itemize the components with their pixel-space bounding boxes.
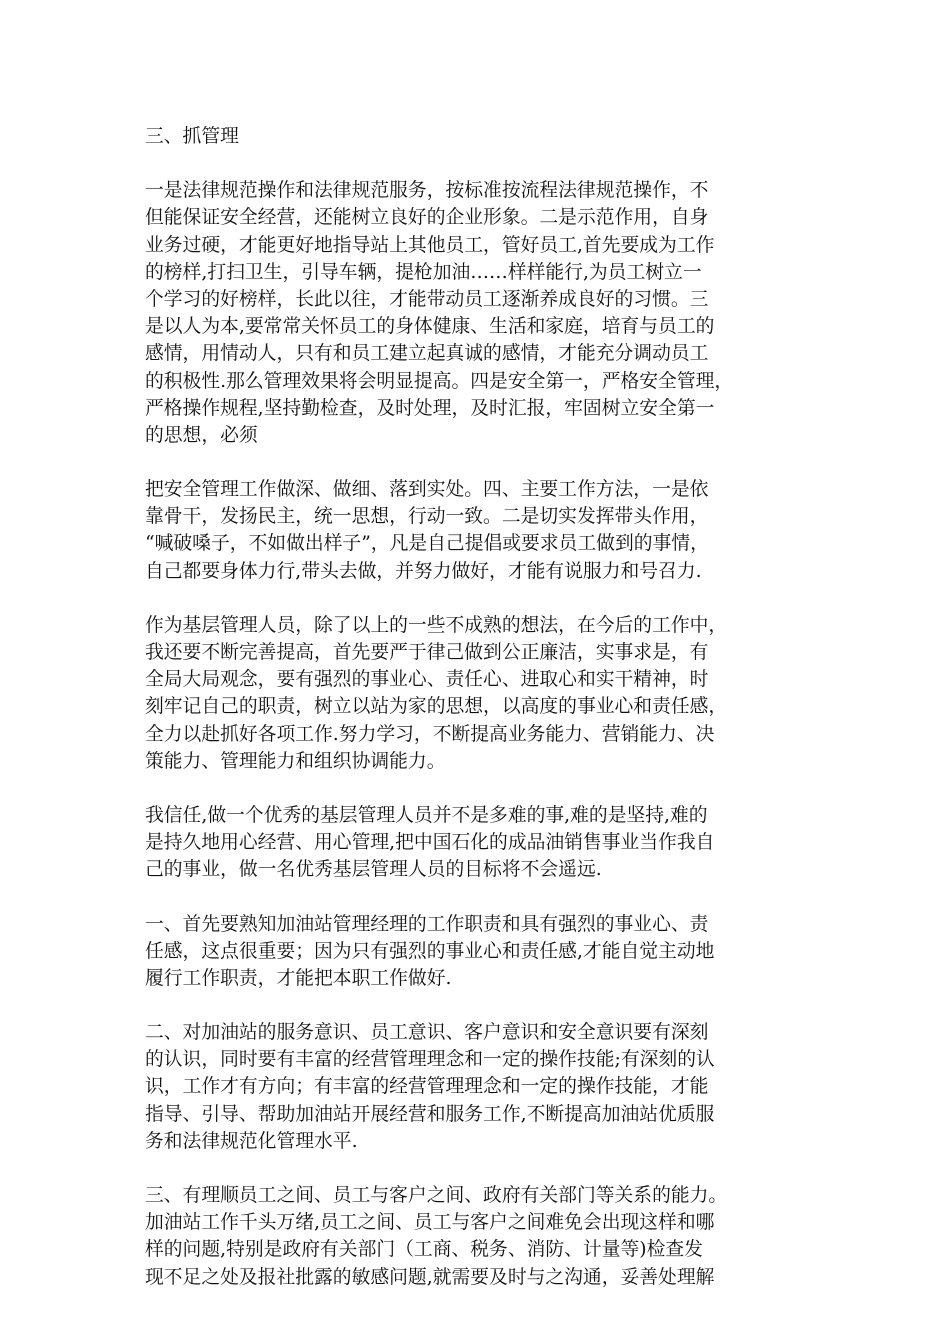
paragraph-line: 加油站工作千头万绪,员工之间、员工与客户之间难免会出现这样和哪	[145, 1212, 715, 1234]
document-page	[145, 123, 811, 1318]
paragraph-line: 的积极性.那么管理效果将会明显提高。四是安全第一，严格安全管理，	[145, 370, 734, 392]
paragraph	[145, 476, 811, 585]
paragraph-line: 任感，这点很重要；因为只有强烈的事业心和责任感,才能自觉主动地	[145, 940, 715, 962]
paragraph	[145, 1019, 811, 1155]
paragraph-line: 我还要不断完善提高，首先要严于律己做到公正廉洁，实事求是，有	[145, 642, 709, 664]
paragraph-line: 的榜样,打扫卫生，引导车辆，提枪加油……样样能行,为员工树立一	[145, 261, 702, 283]
paragraph	[145, 1182, 811, 1291]
paragraph-line: 把安全管理工作做深、做细、落到实处。四、主要工作方法，一是依	[145, 479, 709, 501]
paragraph-list	[145, 177, 811, 1291]
paragraph-line: 个学习的好榜样，长此以往，才能带动员工逐渐养成良好的习惯。三	[145, 288, 709, 310]
paragraph-line: 自己都要身体力行,带头去做，并努力做好，才能有说服力和号召力.	[145, 560, 702, 582]
paragraph-line: 识，工作才有方向；有丰富的经营管理理念和一定的操作技能，才能	[145, 1076, 709, 1098]
paragraph-line: “喊破嗓子，不如做出样子”，凡是自己提倡或要求员工做到的事情，	[145, 533, 709, 555]
paragraph-line: 的认识，同时要有丰富的经营管理理念和一定的操作技能;有深刻的认	[145, 1049, 715, 1071]
paragraph-line: 感情，用情动人，只有和员工建立起真诚的感情，才能充分调动员工	[145, 343, 709, 365]
paragraph-line: 全局大局观念，要有强烈的事业心、责任心、进取心和实干精神，时	[145, 669, 709, 691]
paragraph-line: 全力以赴抓好各项工作.努力学习，不断提高业务能力、营销能力、决	[145, 723, 715, 745]
paragraph	[145, 612, 811, 775]
paragraph-line: 己的事业，做一名优秀基层管理人员的目标将不会遥远.	[145, 859, 602, 881]
paragraph-line: 我信任,做一个优秀的基层管理人员并不是多难的事,难的是坚持,难的	[145, 804, 708, 826]
paragraph-line: 样的问题,特别是政府有关部门（工商、税务、消防、计量等)检查发	[145, 1239, 703, 1261]
paragraph-line: 现不足之处及报社批露的敏感问题,就需要及时与之沟通，妥善处理解	[145, 1266, 715, 1288]
paragraph-line: 履行工作职责，才能把本职工作做好.	[145, 967, 452, 989]
paragraph-line: 的思想，必须	[145, 424, 258, 446]
paragraph-line: 作为基层管理人员，除了以上的一些不成熟的想法，在今后的工作中，	[145, 614, 728, 636]
paragraph-line: 是以人为本,要常常关怀员工的身体健康、生活和家庭，培育与员工的	[145, 316, 715, 338]
paragraph-line: 指导、引导、帮助加油站开展经营和服务工作,不断提高加油站优质服	[145, 1103, 715, 1125]
paragraph-line: 二、对加油站的服务意识、员工意识、客户意识和安全意识要有深刻	[145, 1022, 709, 1044]
paragraph-line: 是持久地用心经营、用心管理,把中国石化的成品油销售事业当作我自	[145, 832, 715, 854]
paragraph-line: 一是法律规范操作和法律规范服务，按标准按流程法律规范操作，不	[145, 180, 709, 202]
paragraph-line: 策能力、管理能力和组织协调能力。	[145, 750, 446, 772]
paragraph-line: 严格操作规程,坚持勤检查，及时处理，及时汇报，牢固树立安全第一	[145, 397, 715, 419]
paragraph-line: 业务过硬，才能更好地指导站上其他员工，管好员工,首先要成为工作	[145, 234, 715, 256]
paragraph	[145, 911, 811, 993]
paragraph-line: 一、首先要熟知加油站管理经理的工作职责和具有强烈的事业心、责	[145, 913, 709, 935]
paragraph-line: 务和法律规范化管理水平.	[145, 1130, 358, 1152]
paragraph-line: 靠骨干，发扬民主，统一思想，行动一致。二是切实发挥带头作用，	[145, 506, 709, 528]
paragraph-line: 刻牢记自己的职责，树立以站为家的思想，以高度的事业心和责任感，	[145, 696, 728, 718]
paragraph	[145, 177, 811, 449]
paragraph	[145, 802, 811, 884]
paragraph-line: 三、有理顺员工之间、员工与客户之间、政府有关部门等关系的能力。	[145, 1185, 728, 1207]
paragraph-line: 但能保证安全经营，还能树立良好的企业形象。二是示范作用，自身	[145, 207, 709, 229]
section-heading: 三、抓管理	[145, 126, 239, 147]
